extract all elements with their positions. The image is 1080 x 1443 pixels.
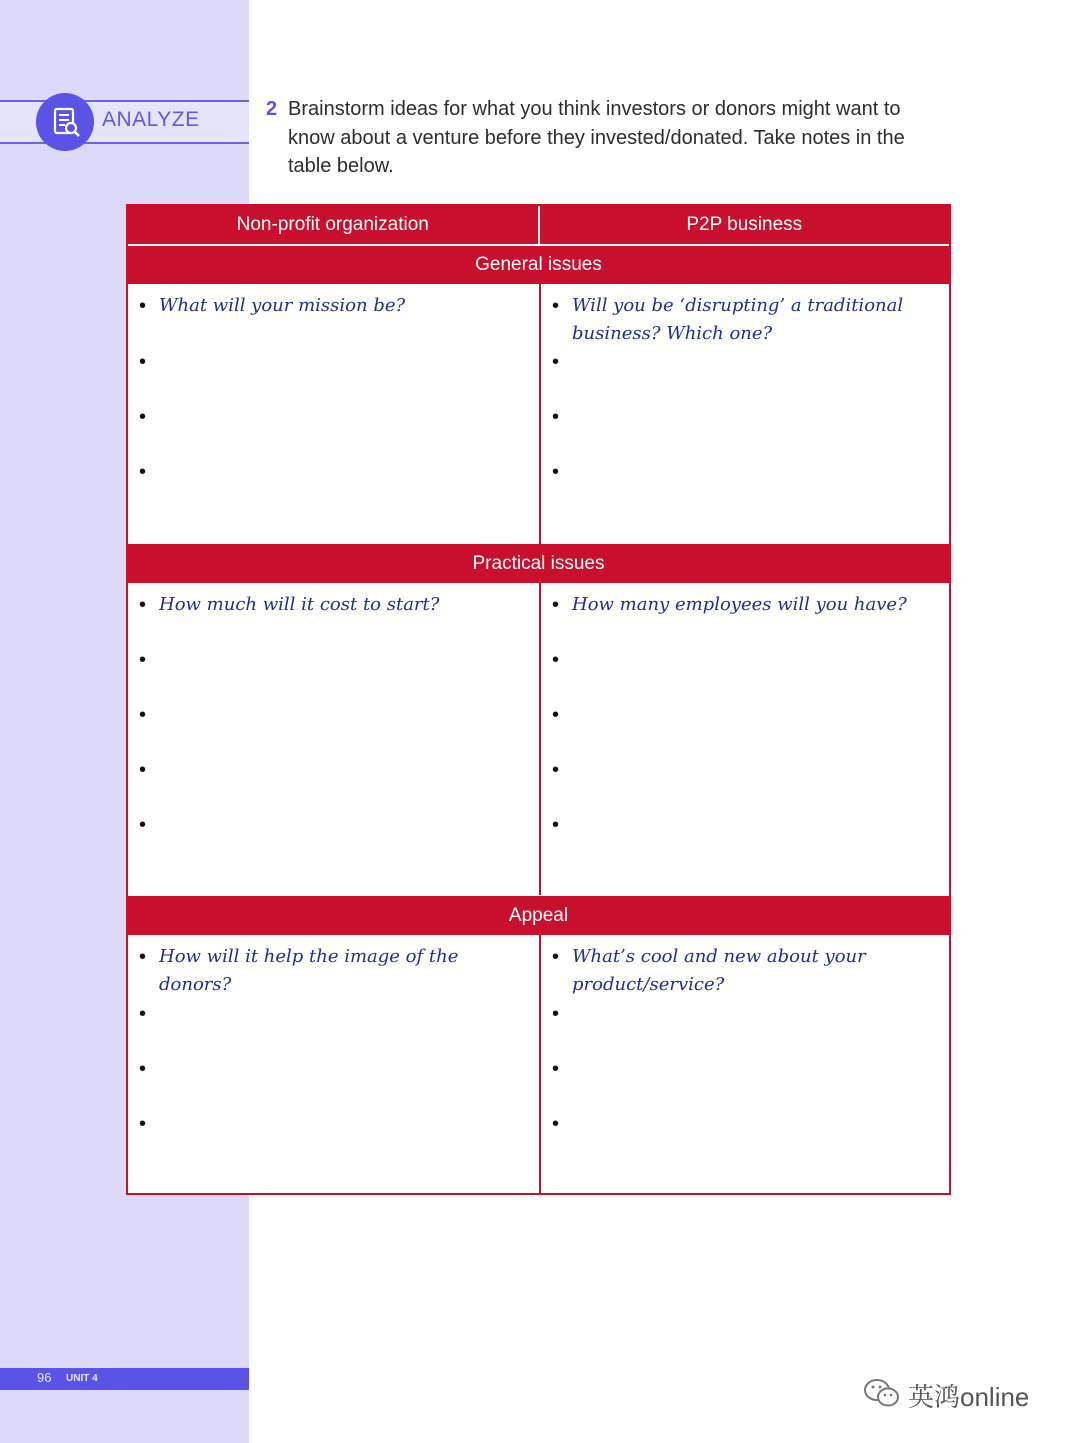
bullet: • [552, 759, 560, 781]
bullet: • [552, 704, 560, 726]
column-header-nonprofit: Non-profit organization [128, 206, 540, 244]
bullet: • [552, 1113, 560, 1135]
bullet: • [552, 351, 560, 373]
notes-table [126, 204, 951, 1195]
bullet: • [139, 759, 147, 781]
bullet: • [139, 461, 147, 483]
section-header-practical: Practical issues [128, 544, 949, 583]
bullet: • [552, 406, 560, 428]
section-header-general: General issues [128, 246, 949, 284]
instruction-number: 2 [266, 98, 278, 120]
section-header-appeal: Appeal [128, 896, 949, 935]
cell-practical-nonprofit[interactable] [128, 583, 538, 895]
bullet: • [139, 1003, 147, 1025]
wechat-icon [862, 1376, 902, 1415]
bullet: • [552, 295, 560, 317]
bullet: • [552, 1003, 560, 1025]
bullet: • [139, 295, 147, 317]
column-headers [128, 206, 949, 246]
watermark-text: 英鸿online [908, 1382, 1030, 1412]
instruction [266, 95, 946, 181]
column-header-p2p: P2P business [686, 214, 803, 235]
bullet: • [552, 814, 560, 836]
bullet: • [139, 704, 147, 726]
cell-practical-p2p[interactable] [539, 583, 949, 895]
instruction-text: Brainstorm ideas for what you think investors or donors might want to know about a venture before they invested/donated. Take notes in the table below. [288, 98, 905, 177]
section-label: ANALYZE [102, 108, 200, 131]
unit-label: UNIT 4 [66, 1373, 98, 1384]
bullet: • [552, 594, 560, 616]
bullet: • [139, 1058, 147, 1080]
bullet: • [139, 649, 147, 671]
note-text: Will you be ‘disrupting’ a traditional business? Which one? [572, 295, 904, 344]
cell-general-p2p[interactable] [539, 284, 949, 544]
note-text: What’s cool and new about your product/service? [572, 946, 866, 995]
watermark [862, 1376, 1029, 1415]
bullet: • [139, 946, 147, 968]
bullet: • [139, 1113, 147, 1135]
bullet: • [139, 351, 147, 373]
bullet: • [139, 406, 147, 428]
bullet: • [552, 649, 560, 671]
note-text: How much will it cost to start? [159, 594, 440, 615]
bullet: • [552, 1058, 560, 1080]
bullet: • [552, 461, 560, 483]
bullet: • [139, 594, 147, 616]
note-text: How many employees will you have? [572, 594, 907, 615]
note-text: What will your mission be? [159, 295, 406, 316]
cell-general-nonprofit[interactable] [128, 284, 538, 544]
cell-appeal-p2p[interactable] [539, 935, 949, 1193]
bullet: • [552, 946, 560, 968]
note-text: How will it help the image of the donors? [159, 946, 459, 995]
bullet: • [139, 814, 147, 836]
page-number: 96 [37, 1370, 52, 1385]
document-search-icon [36, 93, 94, 151]
cell-appeal-nonprofit[interactable] [128, 935, 538, 1193]
